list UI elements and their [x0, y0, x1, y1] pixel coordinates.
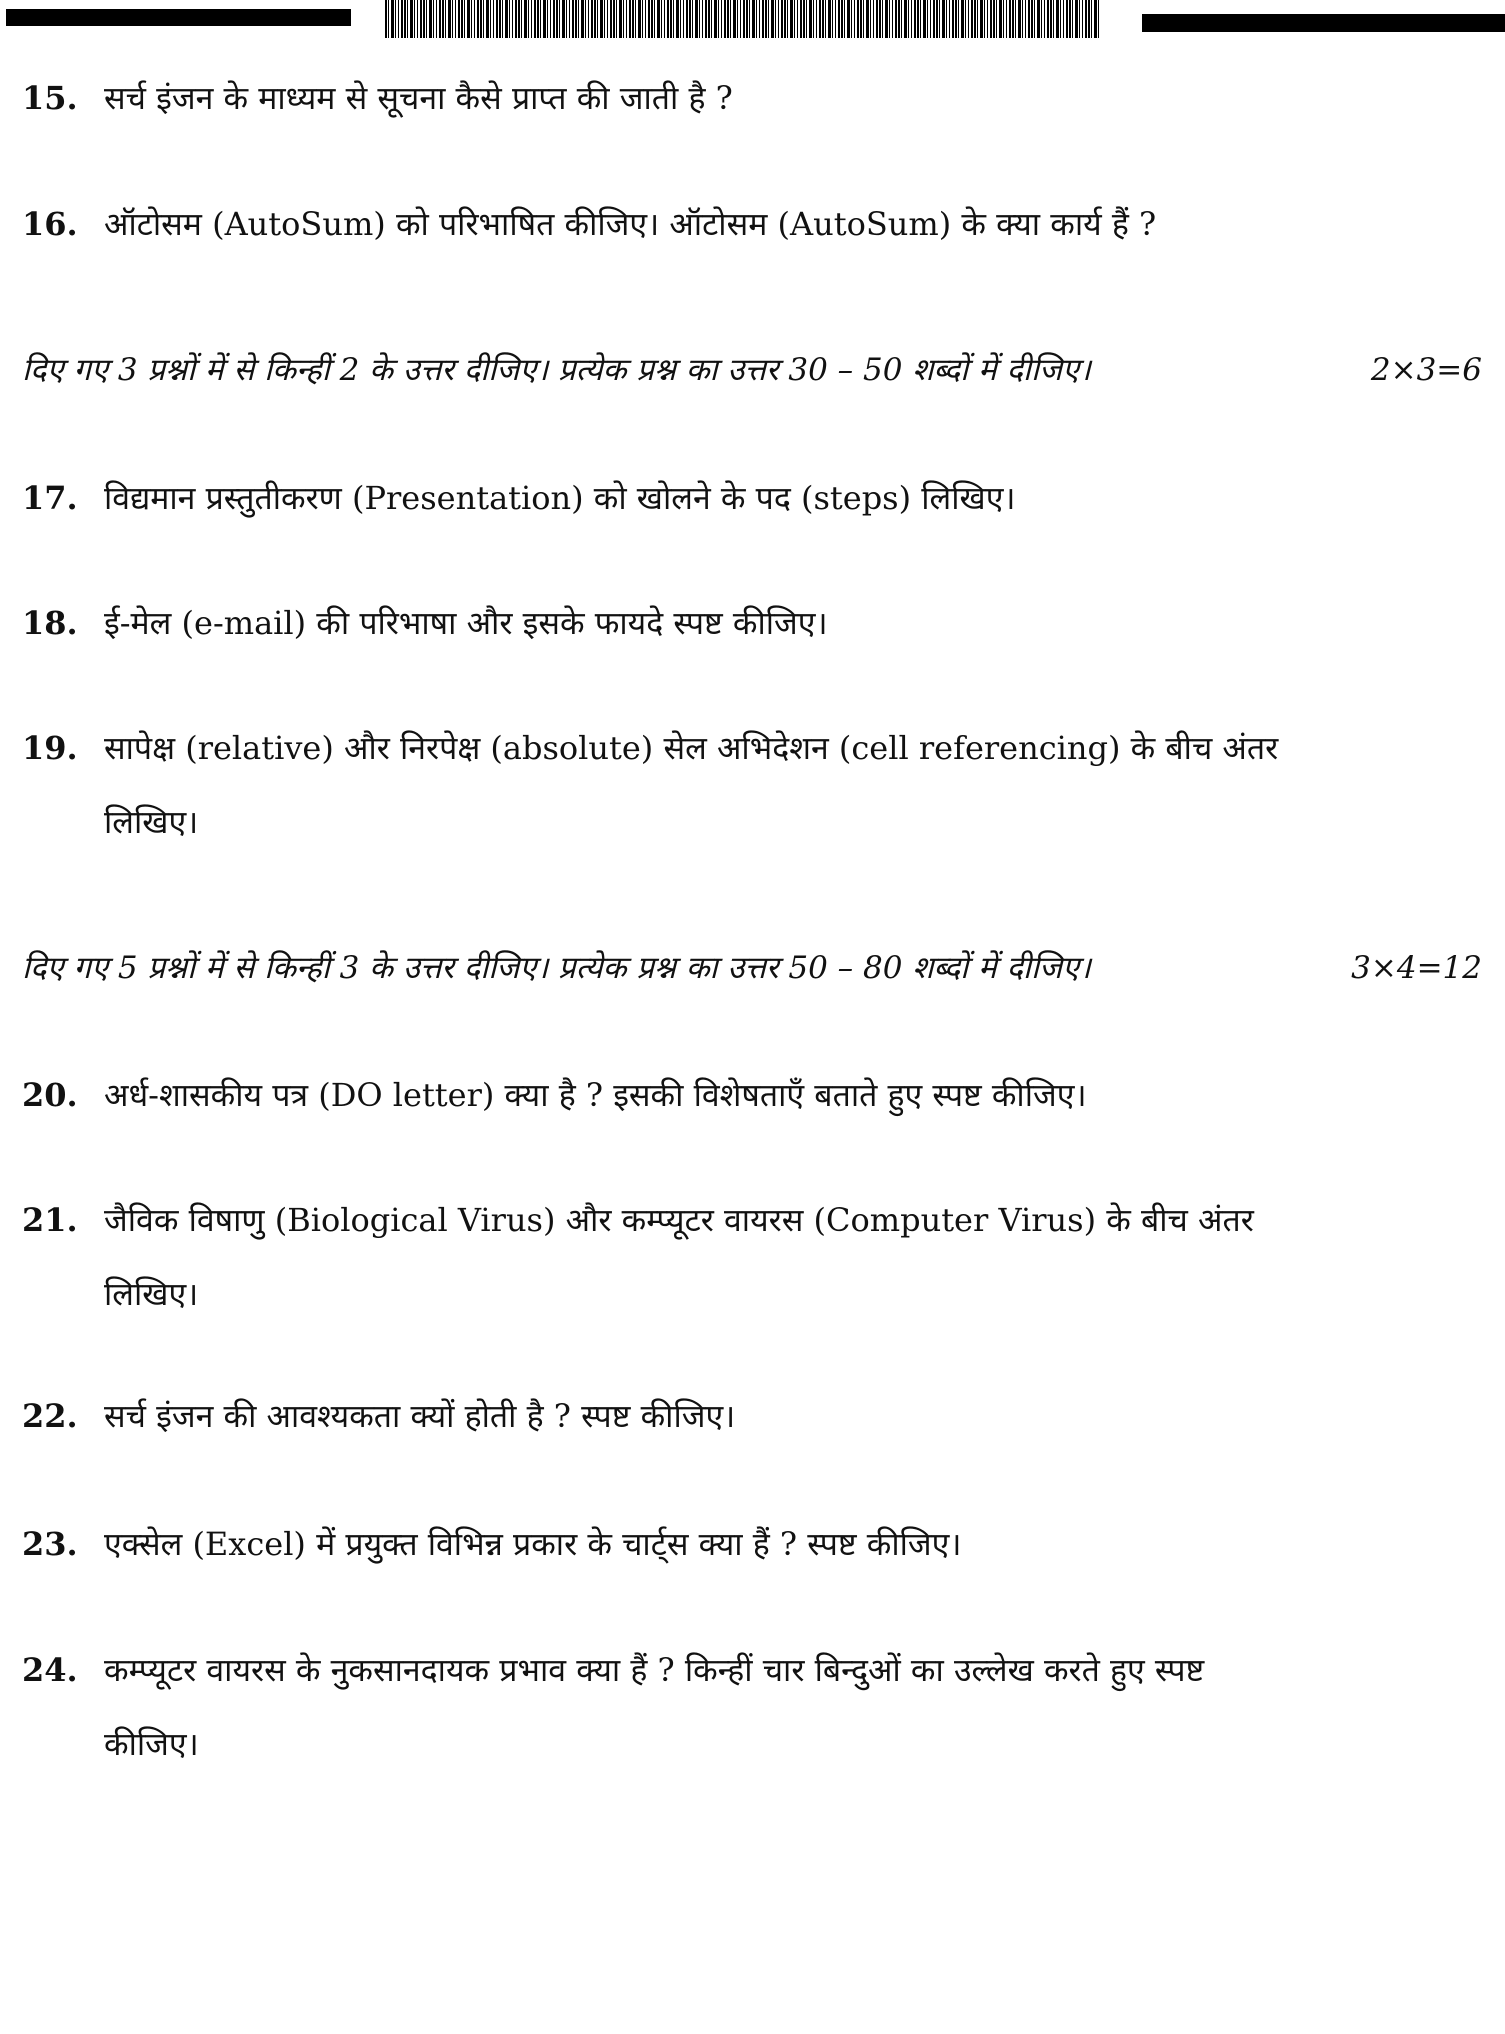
question-text: सर्च इंजन की आवश्यकता क्यों होती है ? स्पष्ट कीजिए। — [104, 1397, 736, 1435]
question-17 — [22, 478, 1462, 518]
question-continuation: लिखिए। — [104, 803, 199, 841]
question-number: 18. — [22, 604, 78, 642]
question-number: 19. — [22, 729, 78, 767]
instruction-text: दिए गए 3 प्रश्नों में से किन्हीं 2 के उत्तर दीजिए। प्रत्येक प्रश्न का उत्तर 30 – 50 शब्दों में दीजिए। — [22, 352, 1091, 388]
question-text: कम्प्यूटर वायरस के नुकसानदायक प्रभाव क्या हैं ? किन्हीं चार बिन्दुओं का उल्लेख करते हुए स्पष्ट — [104, 1651, 1205, 1689]
question-text: विद्यमान प्रस्तुतीकरण (Presentation) को खोलने के पद (steps) लिखिए। — [104, 479, 1016, 517]
question-19 — [22, 728, 1462, 842]
question-24 — [22, 1650, 1462, 1764]
question-15 — [22, 78, 1462, 118]
question-18 — [22, 603, 1462, 643]
question-number: 20. — [22, 1076, 78, 1114]
question-23 — [22, 1524, 1462, 1564]
question-text: ऑटोसम (AutoSum) को परिभाषित कीजिए। ऑटोसम (AutoSum) के क्या कार्य हैं ? — [104, 205, 1157, 243]
question-number: 15. — [22, 79, 78, 117]
header-right-bar — [1142, 14, 1505, 32]
question-text: सापेक्ष (relative) और निरपेक्ष (absolute) सेल अभिदेशन (cell referencing) के बीच अंतर — [104, 729, 1279, 767]
question-number: 17. — [22, 479, 78, 517]
instruction-text: दिए गए 5 प्रश्नों में से किन्हीं 3 के उत्तर दीजिए। प्रत्येक प्रश्न का उत्तर 50 – 80 शब्दों में दीजिए। — [22, 950, 1091, 986]
barcode-icon — [385, 0, 1101, 38]
question-20 — [22, 1075, 1462, 1115]
question-text: एक्सेल (Excel) में प्रयुक्त विभिन्न प्रकार के चार्ट्स क्या हैं ? स्पष्ट कीजिए। — [104, 1525, 962, 1563]
question-22 — [22, 1396, 1462, 1436]
section-b-instruction — [22, 350, 1482, 390]
section-marks: 2×3=6 — [1370, 352, 1482, 388]
question-number: 22. — [22, 1397, 78, 1435]
question-16 — [22, 204, 1462, 244]
header-left-bar — [6, 9, 351, 26]
question-text: अर्ध-शासकीय पत्र (DO letter) क्या है ? इसकी विशेषताएँ बताते हुए स्पष्ट कीजिए। — [104, 1076, 1087, 1114]
question-21 — [22, 1200, 1462, 1314]
question-number: 21. — [22, 1201, 78, 1239]
question-number: 24. — [22, 1651, 78, 1689]
section-marks: 3×4=12 — [1351, 950, 1482, 986]
question-text: ई-मेल (e-mail) की परिभाषा और इसके फायदे स्पष्ट कीजिए। — [104, 604, 828, 642]
question-continuation: लिखिए। — [104, 1275, 199, 1313]
question-continuation: कीजिए। — [104, 1725, 199, 1763]
question-number: 23. — [22, 1525, 78, 1563]
section-c-instruction — [22, 948, 1482, 988]
question-number: 16. — [22, 205, 78, 243]
question-text: सर्च इंजन के माध्यम से सूचना कैसे प्राप्त की जाती है ? — [104, 79, 733, 117]
question-text: जैविक विषाणु (Biological Virus) और कम्प्यूटर वायरस (Computer Virus) के बीच अंतर — [104, 1201, 1254, 1239]
